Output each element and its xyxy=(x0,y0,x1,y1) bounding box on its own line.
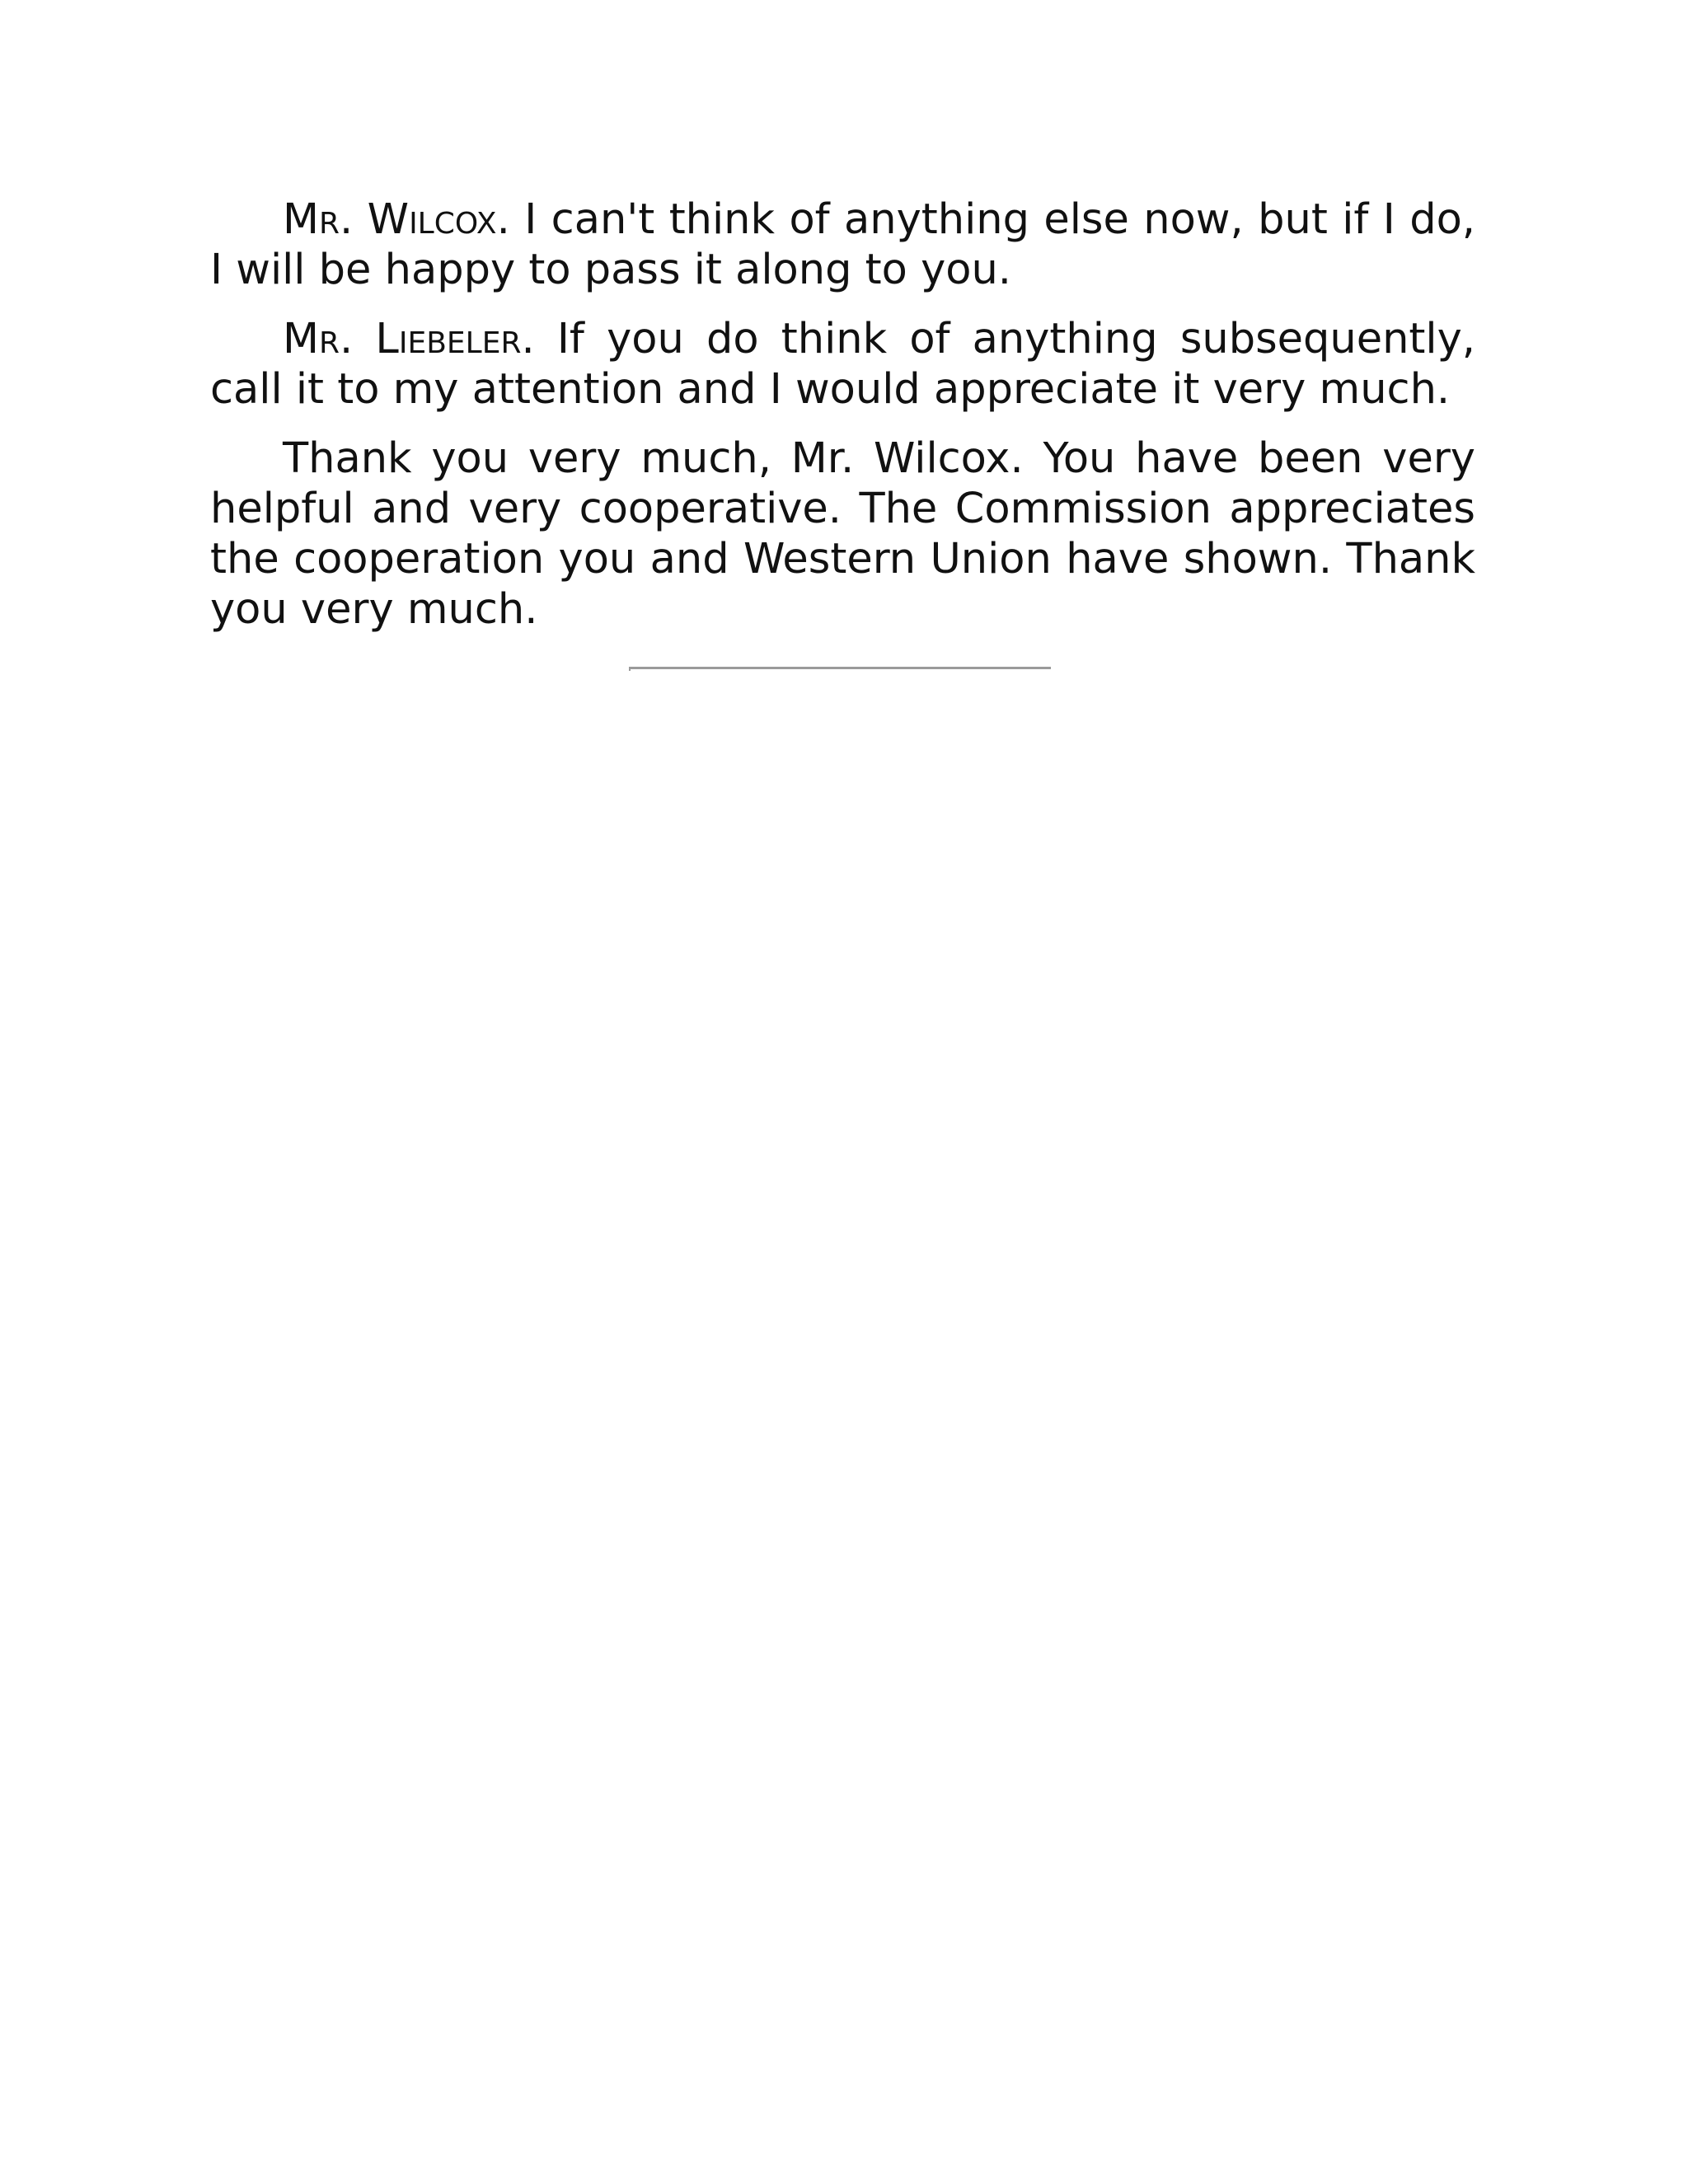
testimony-paragraph-closing xyxy=(210,434,1475,635)
speaker-name: Mr. Liebeler xyxy=(283,315,522,363)
document-page xyxy=(210,194,1475,654)
testimony-paragraph-wilcox xyxy=(210,194,1475,295)
speaker-name: Mr. Wilcox xyxy=(283,195,497,244)
section-divider xyxy=(629,667,1051,671)
testimony-paragraph-liebeler xyxy=(210,314,1475,415)
paragraph-text: Thank you very much, Mr. Wilcox. You have been very helpful and very cooperative. The Commission appreciates the cooperation you and Western Union have shown. Thank you very much. xyxy=(210,434,1475,634)
paragraph-text: . I can't think of anything else now, but if I do, I will be happy to pass it along to you. xyxy=(210,195,1476,294)
paragraph-text: . If you do think of anything subsequently, call it to my attention and I would appreciate it very much. xyxy=(210,315,1475,414)
